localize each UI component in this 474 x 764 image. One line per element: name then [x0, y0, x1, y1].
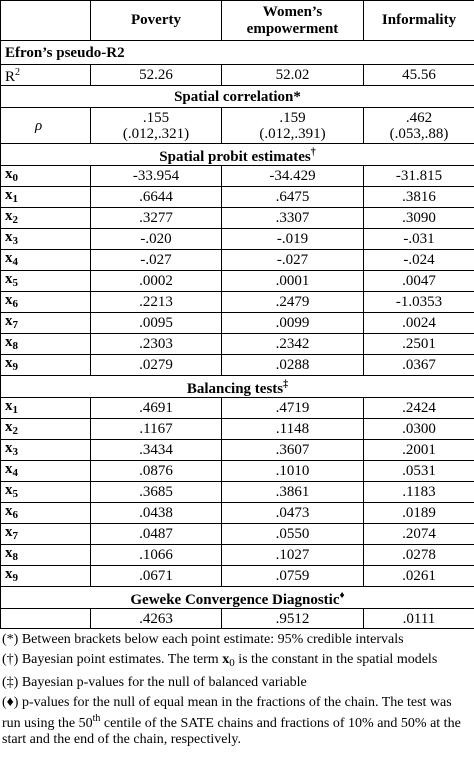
variable-subscript: 6 — [12, 298, 18, 310]
womens-empowerment-value: .4719 — [222, 398, 364, 419]
table-row — [1, 187, 474, 208]
table-row — [1, 166, 474, 187]
geweke-section-row — [1, 587, 474, 609]
variable-label — [1, 250, 91, 271]
geweke-title-text: Geweke Convergence Diagnostic — [130, 591, 340, 608]
informality-value: -31.815 — [364, 166, 474, 187]
note-2-text-b: is the constant in the spatial models — [234, 652, 438, 667]
poverty-value: .1066 — [91, 545, 222, 566]
variable-label — [1, 208, 91, 229]
note-geweke-p-values — [2, 695, 472, 748]
variable-subscript: 3 — [12, 235, 18, 247]
probit-title-sup: † — [310, 146, 316, 158]
informality-value: .2074 — [364, 524, 474, 545]
variable-label — [1, 187, 91, 208]
variable-subscript: 1 — [12, 193, 18, 205]
womens-empowerment-value: .1148 — [222, 419, 364, 440]
table-row — [1, 229, 474, 250]
informality-value: .2501 — [364, 334, 474, 355]
variable-subscript: 4 — [12, 256, 18, 268]
variable-subscript: 5 — [12, 277, 18, 289]
probit-section-row — [1, 144, 474, 166]
poverty-value: .0095 — [91, 313, 222, 334]
variable-label — [1, 503, 91, 524]
geweke-section-title — [1, 587, 474, 609]
r2-label-text: R — [5, 69, 16, 85]
variable-symbol: x — [5, 503, 13, 519]
variable-symbol: x — [5, 440, 13, 456]
probit-title-text: Spatial probit estimates — [159, 148, 311, 165]
variable-symbol: x — [5, 187, 13, 203]
table-notes — [0, 630, 474, 752]
variable-symbol: x — [5, 250, 13, 266]
rho-estimate: .462 — [405, 109, 433, 126]
variable-subscript: 0 — [12, 172, 18, 184]
variable-symbol: x — [5, 545, 13, 561]
poverty-value: .2303 — [91, 334, 222, 355]
r2-label — [1, 65, 91, 86]
note-2-var: x — [222, 652, 230, 667]
womens-empowerment-value: .6475 — [222, 187, 364, 208]
table-row — [1, 566, 474, 587]
poverty-value: .3277 — [91, 208, 222, 229]
rho-interval: (.053,.88) — [389, 125, 449, 142]
geweke-womens-empowerment: .9512 — [222, 609, 364, 629]
variable-subscript: 9 — [12, 361, 18, 373]
note-2-text-a: (†) Bayesian point estimates. The term — [2, 652, 223, 667]
header-row — [1, 1, 474, 41]
variable-symbol: x — [5, 334, 13, 350]
geweke-informality: .0111 — [364, 609, 474, 629]
variable-label — [1, 482, 91, 503]
informality-value: .0024 — [364, 313, 474, 334]
variable-symbol: x — [5, 566, 13, 582]
poverty-value: .6644 — [91, 187, 222, 208]
poverty-value: .4691 — [91, 398, 222, 419]
variable-label — [1, 166, 91, 187]
poverty-value: .2213 — [91, 292, 222, 313]
variable-label — [1, 271, 91, 292]
informality-value: .3816 — [364, 187, 474, 208]
poverty-value: -.020 — [91, 229, 222, 250]
balancing-title-text: Balancing tests — [186, 380, 284, 397]
informality-value: -1.0353 — [364, 292, 474, 313]
variable-subscript: 7 — [12, 319, 18, 331]
r2-row — [1, 65, 474, 86]
table-row — [1, 524, 474, 545]
informality-value: .0189 — [364, 503, 474, 524]
r2-poverty: 52.26 — [91, 65, 222, 86]
poverty-value: .0438 — [91, 503, 222, 524]
informality-value: .0531 — [364, 461, 474, 482]
rho-informality — [364, 108, 474, 144]
probit-section-title — [1, 144, 474, 166]
variable-label — [1, 355, 91, 376]
note-4-text-a: (♦) p-values for the null of equal mean in the fractions of the chain. The test was run using the 50 — [2, 695, 452, 731]
rho-interval: (.012,.391) — [259, 125, 326, 142]
variable-label — [1, 419, 91, 440]
table-row — [1, 208, 474, 229]
variable-label — [1, 566, 91, 587]
informality-value: .0278 — [364, 545, 474, 566]
variable-symbol: x — [5, 229, 13, 245]
rho-estimate: .159 — [279, 109, 306, 126]
table-row — [1, 271, 474, 292]
table-row — [1, 292, 474, 313]
balancing-title-sup: ‡ — [283, 378, 289, 390]
variable-symbol: x — [5, 313, 13, 329]
variable-symbol: x — [5, 292, 13, 308]
informality-value: .1183 — [364, 482, 474, 503]
variable-label — [1, 398, 91, 419]
variable-symbol: x — [5, 524, 13, 540]
informality-value: .0261 — [364, 566, 474, 587]
note-bayesian-p-values: (‡) Bayesian p-values for the null of balanced variable — [2, 675, 307, 690]
r2-informality: 45.56 — [364, 65, 474, 86]
header-informality: Informality — [364, 1, 474, 41]
efron-section-title: Efron’s pseudo-R2 — [1, 41, 474, 65]
poverty-value: .0487 — [91, 524, 222, 545]
table-row — [1, 334, 474, 355]
table-row — [1, 440, 474, 461]
table-row — [1, 250, 474, 271]
note-credible-intervals: (*) Between brackets below each point estimate: 95% credible intervals — [2, 632, 404, 647]
poverty-value: .0279 — [91, 355, 222, 376]
womens-empowerment-value: .0099 — [222, 313, 364, 334]
header-womens-empowerment: Women’s empowerment — [222, 1, 364, 41]
variable-subscript: 3 — [12, 446, 18, 458]
variable-symbol: x — [5, 166, 13, 182]
spatial-correlation-section-row — [1, 86, 474, 108]
womens-empowerment-value: .0288 — [222, 355, 364, 376]
header-empty-cell — [1, 1, 91, 41]
poverty-value: -.027 — [91, 250, 222, 271]
variable-label — [1, 313, 91, 334]
table-row — [1, 419, 474, 440]
note-2-sub: 0 — [229, 657, 235, 669]
r2-label-sup: 2 — [15, 67, 21, 78]
informality-value: .0367 — [364, 355, 474, 376]
variable-subscript: 8 — [12, 551, 18, 563]
variable-label — [1, 229, 91, 250]
variable-subscript: 4 — [12, 467, 18, 479]
variable-subscript: 2 — [12, 425, 18, 437]
rho-womens-empowerment — [222, 108, 364, 144]
variable-symbol: x — [5, 482, 13, 498]
variable-label — [1, 334, 91, 355]
table-row — [1, 398, 474, 419]
womens-empowerment-value: .2479 — [222, 292, 364, 313]
table-row — [1, 313, 474, 334]
womens-empowerment-value: .0473 — [222, 503, 364, 524]
variable-symbol: x — [5, 419, 13, 435]
variable-symbol: x — [5, 461, 13, 477]
poverty-value: .0876 — [91, 461, 222, 482]
poverty-value: .3685 — [91, 482, 222, 503]
variable-subscript: 6 — [12, 509, 18, 521]
rho-row — [1, 108, 474, 144]
womens-empowerment-value: .3307 — [222, 208, 364, 229]
variable-label — [1, 524, 91, 545]
variable-subscript: 8 — [12, 340, 18, 352]
geweke-empty-label — [1, 609, 91, 629]
balancing-section-row — [1, 376, 474, 398]
variable-label — [1, 292, 91, 313]
womens-empowerment-value: -.027 — [222, 250, 364, 271]
womens-empowerment-value: .3607 — [222, 440, 364, 461]
rho-label: ρ — [1, 108, 91, 144]
womens-empowerment-value: .0550 — [222, 524, 364, 545]
womens-empowerment-value: -34.429 — [222, 166, 364, 187]
variable-subscript: 2 — [12, 214, 18, 226]
r2-womens-empowerment: 52.02 — [222, 65, 364, 86]
informality-value: -.024 — [364, 250, 474, 271]
rho-poverty — [91, 108, 222, 144]
table-row — [1, 461, 474, 482]
poverty-value: .0002 — [91, 271, 222, 292]
rho-interval: (.012,.321) — [122, 125, 190, 142]
womens-empowerment-value: .0001 — [222, 271, 364, 292]
note-bayesian-estimates — [2, 652, 472, 671]
variable-label — [1, 545, 91, 566]
womens-empowerment-value: .2342 — [222, 334, 364, 355]
note-4-text-b: centile of the SATE chains and fractions of 10% and 50% at the start and the end of the chain, respectively. — [2, 716, 461, 747]
informality-value: .3090 — [364, 208, 474, 229]
variable-subscript: 1 — [12, 404, 18, 416]
informality-value: .2001 — [364, 440, 474, 461]
geweke-row — [1, 609, 474, 629]
geweke-poverty: .4263 — [91, 609, 222, 629]
balancing-section-title — [1, 376, 474, 398]
womens-empowerment-value: .0759 — [222, 566, 364, 587]
variable-label — [1, 440, 91, 461]
variable-symbol: x — [5, 398, 13, 414]
informality-value: .0047 — [364, 271, 474, 292]
variable-subscript: 5 — [12, 488, 18, 500]
table-row — [1, 545, 474, 566]
womens-empowerment-value: .3861 — [222, 482, 364, 503]
rho-estimate: .155 — [142, 109, 170, 126]
poverty-value: .0671 — [91, 566, 222, 587]
table-row — [1, 503, 474, 524]
results-table-body — [1, 1, 474, 629]
womens-empowerment-value: .1010 — [222, 461, 364, 482]
informality-value: .2424 — [364, 398, 474, 419]
note-4-sup: th — [92, 713, 101, 724]
informality-value: -.031 — [364, 229, 474, 250]
informality-value: .0300 — [364, 419, 474, 440]
variable-label — [1, 461, 91, 482]
variable-subscript: 7 — [12, 530, 18, 542]
variable-symbol: x — [5, 271, 13, 287]
poverty-value: .1167 — [91, 419, 222, 440]
efron-section-row — [1, 41, 474, 65]
table-row — [1, 355, 474, 376]
variable-subscript: 9 — [12, 572, 18, 584]
womens-empowerment-value: .1027 — [222, 545, 364, 566]
header-poverty: Poverty — [91, 1, 222, 41]
poverty-value: .3434 — [91, 440, 222, 461]
variable-symbol: x — [5, 355, 13, 371]
spatial-correlation-title: Spatial correlation* — [1, 86, 474, 108]
table-row — [1, 482, 474, 503]
variable-symbol: x — [5, 208, 13, 224]
womens-empowerment-value: -.019 — [222, 229, 364, 250]
poverty-value: -33.954 — [91, 166, 222, 187]
geweke-title-sup: ♦ — [339, 589, 345, 601]
